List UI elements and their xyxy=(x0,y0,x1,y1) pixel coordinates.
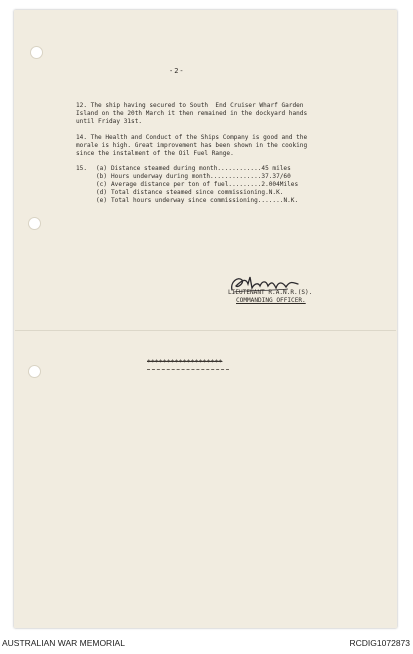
paragraph-14-line-2: morale is high. Great improvement has been shown in the cooking xyxy=(76,142,308,149)
footer-institution: AUSTRALIAN WAR MEMORIAL xyxy=(2,638,125,648)
punch-hole xyxy=(28,217,41,230)
item-text: Total hours underway since commissioning....... xyxy=(111,197,284,204)
punch-hole xyxy=(28,365,41,378)
item-text: Distance steamed during month............ xyxy=(111,165,262,172)
item-value: 2.004Miles xyxy=(261,181,299,188)
item-value: N.K. xyxy=(268,189,284,196)
document-page xyxy=(14,10,397,628)
item-letter: (c) xyxy=(96,181,108,188)
item-value: N.K. xyxy=(283,197,299,204)
punch-hole xyxy=(30,46,43,59)
paper-fold xyxy=(15,330,396,331)
paragraph-15-item-e xyxy=(76,197,298,205)
item-text: Total distance steamed since commissioning. xyxy=(111,189,269,196)
dashed-rule xyxy=(147,369,229,370)
item-value: 37.37/60 xyxy=(261,173,291,180)
struck-through-line: +++++++++++++++++++ xyxy=(147,358,223,365)
item-letter: (b) xyxy=(96,173,108,180)
paragraph-12-line-3: until Friday 31st. xyxy=(76,118,143,125)
signature-office: COMMANDING OFFICER. xyxy=(236,297,306,304)
paragraph-12-line-1: 12. The ship having secured to South End Cruiser Wharf Garden xyxy=(76,102,304,109)
paragraph-14-line-3: since the instalment of the Oil Fuel Range. xyxy=(76,150,234,157)
paragraph-12-line-2: Island on the 20th March it then remained in the dockyard hands xyxy=(76,110,308,117)
item-text: Average distance per ton of fuel......... xyxy=(111,181,262,188)
paragraph-15-item-a xyxy=(76,165,291,173)
paragraph-15-item-d xyxy=(76,189,283,197)
item-value: 45 miles xyxy=(261,165,291,172)
page-number: -2- xyxy=(169,67,185,75)
footer-record-id: RCDIG1072873 xyxy=(349,638,410,648)
item-letter: (d) xyxy=(96,189,108,196)
item-letter: (a) xyxy=(96,165,108,172)
paragraph-15-item-b xyxy=(76,173,291,181)
item-letter: (e) xyxy=(96,197,108,204)
paragraph-14-line-1: 14. The Health and Conduct of the Ships Company is good and the xyxy=(76,134,308,141)
signature-rank: LIEUTENANT R.A.N.R.(S). xyxy=(228,289,313,296)
item-text: Hours underway during month.............. xyxy=(111,173,262,180)
paragraph-15-item-c xyxy=(76,181,298,189)
paragraph-15-number: 15. xyxy=(76,165,88,172)
